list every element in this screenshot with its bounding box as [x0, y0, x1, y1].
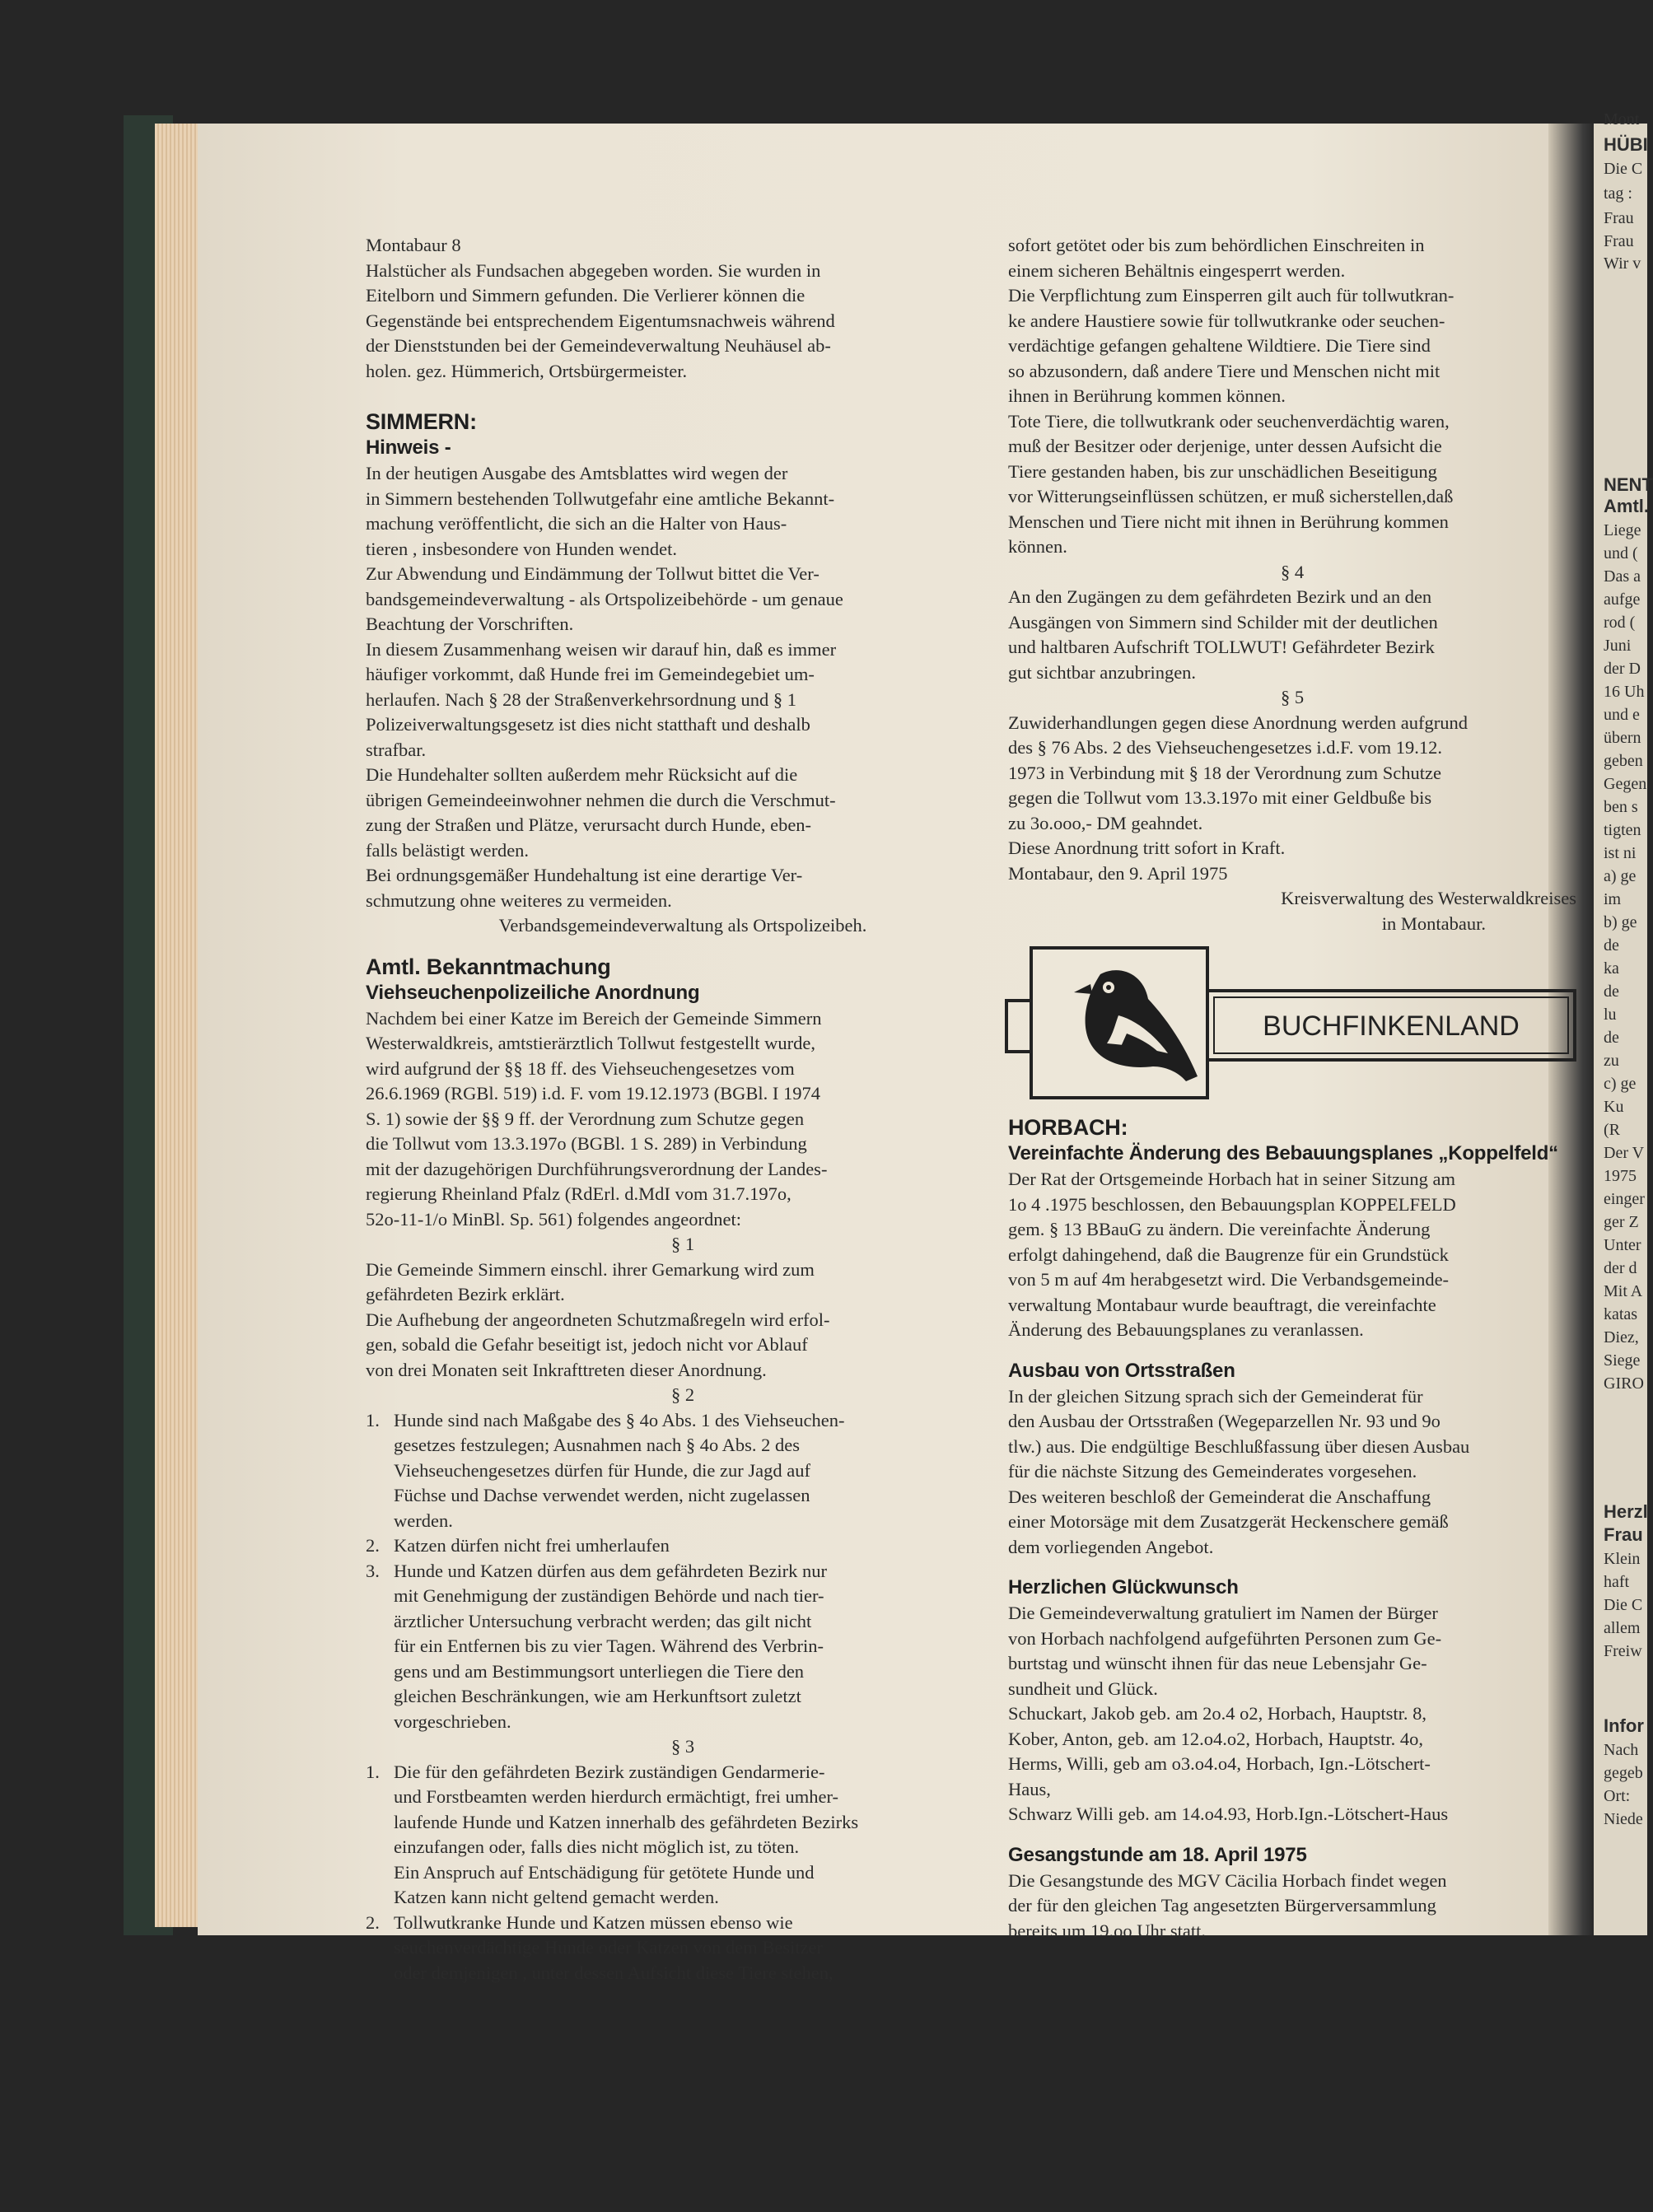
text-line: Katzen dürfen nicht frei umherlaufen — [394, 1535, 670, 1556]
anordnung-line: 26.6.1969 (RGBl. 519) i.d. F. vom 19.12.1973 (BGBl. I 1974 — [366, 1083, 820, 1104]
bebauung-heading: Vereinfachte Änderung des Bebauungsplanes „Koppelfeld“ — [1008, 1142, 1558, 1164]
text-line: laufende Hunde und Katzen innerhalb des gefährdeten Bezirks — [394, 1811, 859, 1832]
gesangstunde-heading: Gesangstunde am 18. April 1975 — [1008, 1843, 1307, 1866]
next-page-text-fragment: de — [1604, 936, 1619, 954]
ausbau-line: tlw.) aus. Die endgültige Beschlußfassung über diesen Ausbau — [1008, 1435, 1470, 1457]
paragraph-4-line: gut sichtbar anzubringen. — [1008, 661, 1197, 683]
paragraph-2-item — [366, 1408, 1000, 1534]
hinweis-signature: Verbandsgemeindeverwaltung als Ortspolizeibeh. — [498, 915, 867, 936]
hinweis-line: falls belästigt werden. — [366, 839, 530, 861]
text-line: gens und am Bestimmungsort unterliegen die Tiere den — [394, 1660, 805, 1682]
next-page-text-fragment: im — [1604, 890, 1622, 908]
next-page-text-fragment: a) ge — [1604, 867, 1637, 885]
spacer — [1008, 1827, 1576, 1842]
logo-left-box — [1006, 1001, 1031, 1052]
continuation-line: muß der Besitzer oder derjenige, unter dessen Aufsicht die — [1008, 436, 1442, 456]
next-page-text-fragment: geben — [1604, 752, 1643, 770]
hinweis-line: In der heutigen Ausgabe des Amtsblattes wird wegen der — [366, 463, 788, 483]
bebauung-line: gem. § 13 BBauG zu ändern. Die vereinfachte Änderung — [1008, 1219, 1431, 1239]
text-line: Die für den gefährdeten Bezirk zuständigen Gendarmerie- — [394, 1761, 825, 1782]
next-page-text-fragment: Amtl. — [1604, 496, 1649, 516]
bebauung-line: erfolgt dahingehend, daß die Baugrenze für ein Grundstück — [1008, 1244, 1449, 1265]
next-page-text-fragment: 16 Uh — [1604, 683, 1645, 701]
next-page-text-fragment: ger Z — [1604, 1213, 1639, 1231]
continuation-line: Tiere gestanden haben, bis zur unschädlichen Beseitigung — [1008, 460, 1437, 482]
next-page-text-fragment: (R — [1604, 1121, 1620, 1139]
ausbau-line: In der gleichen Sitzung sprach sich der Gemeinderat für — [1008, 1385, 1423, 1407]
hinweis-line: Beachtung der Vorschriften. — [366, 614, 574, 634]
paragraph-5-line: Zuwiderhandlungen gegen diese Anordnung werden aufgrund — [1008, 712, 1468, 733]
montabaur-notice-line: Montabaur 8 — [366, 235, 461, 255]
next-page-text-fragment: Infor — [1604, 1715, 1644, 1736]
hinweis-line: in Simmern bestehenden Tollwutgefahr eine amtliche Bekannt- — [366, 488, 835, 509]
gesangstunde-line: Die Gesangstunde des MGV Cäcilia Horbach findet wegen — [1008, 1869, 1447, 1891]
spacer — [1008, 1560, 1576, 1575]
anordnung-line: die Tollwut vom 13.3.197o (BGBl. 1 S. 289) in Verbindung — [366, 1133, 807, 1154]
continuation-line: sofort getötet oder bis zum behördlichen Einschreiten in — [1008, 235, 1425, 255]
next-page-fragment — [1594, 110, 1653, 1935]
next-page-text-fragment: 1975 — [1604, 1167, 1637, 1185]
next-page-text-fragment: ka — [1604, 959, 1619, 978]
paragraph-5-line: 1973 in Verbindung mit § 18 der Verordnung zum Schutze — [1008, 762, 1441, 783]
next-page-text-fragment: Frau — [1604, 209, 1634, 227]
next-page-text-fragment: Der V — [1604, 1144, 1645, 1162]
glueckwunsch-line: burtstag und wünscht ihnen für das neue Lebensjahr Ge- — [1008, 1653, 1427, 1673]
anordnung-line: Nachdem bei einer Katze im Bereich der Gemeinde Simmern — [366, 1007, 822, 1029]
ausbau-line: einer Motorsäge mit dem Zusatzgerät Heckenschere gemäß — [1008, 1511, 1449, 1532]
text-line: Hunde sind nach Maßgabe des § 4o Abs. 1 des Viehseuchen- — [394, 1409, 845, 1430]
text-line: seuchenverdächtige Hunde oder Katzen von dem Besitzer — [394, 1937, 824, 1958]
text-line: vorgeschrieben. — [394, 1710, 511, 1732]
next-page-text-fragment: Die C — [1604, 160, 1643, 178]
glueckwunsch-line: Schuckart, Jakob geb. am 2o.4 o2, Horbach, Hauptstr. 8, — [1008, 1703, 1427, 1724]
continuation-line: Menschen und Tiere nicht mit ihnen in Berührung kommen — [1008, 511, 1449, 532]
anordnung-line: wird aufgrund der §§ 18 ff. des Viehseuchengesetzes vom — [366, 1057, 795, 1079]
next-page-text-fragment: HÜBI — [1604, 134, 1648, 155]
next-page-text-fragment: Ku — [1604, 1098, 1624, 1116]
paragraph-5-title: § 5 — [1280, 687, 1305, 707]
kreisverwaltung-signature: Kreisverwaltung des Westerwaldkreises — [1281, 888, 1576, 908]
next-page-text-fragment: Juni — [1604, 637, 1632, 655]
next-page-text-fragment: der d — [1604, 1259, 1637, 1277]
paragraph-3-title: § 3 — [670, 1736, 695, 1757]
next-page-text-fragment: tigten — [1604, 821, 1641, 839]
bebauung-line: 1o 4 .1975 beschlossen, den Bebauungsplan KOPPELFELD — [1008, 1193, 1456, 1215]
gesangstunde-line: bereits um 19.oo Uhr statt. — [1008, 1920, 1206, 1941]
text-line: Viehseuchengesetzes dürfen für Hunde, die zur Jagd auf — [394, 1459, 810, 1481]
text-line: mit Genehmigung der zuständigen Behörde und nach tier- — [394, 1585, 824, 1606]
item-number: 1. — [366, 1761, 380, 1782]
ausbau-line: dem vorliegenden Angebot. — [1008, 1536, 1214, 1557]
next-page-text-fragment: c) ge — [1604, 1075, 1637, 1093]
paragraph-4-line: und haltbaren Aufschrift TOLLWUT! Gefährdeter Bezirk — [1008, 637, 1435, 657]
montabaur-notice-line: holen. gez. Hümmerich, Ortsbürgermeister. — [366, 360, 688, 381]
text-line: einzufangen oder, falls dies nicht möglich ist, zu töten. — [394, 1836, 800, 1857]
glueckwunsch-line: von Horbach nachfolgend aufgeführten Personen zum Ge- — [1008, 1627, 1442, 1649]
continuation-line: so abzusondern, daß andere Tiere und Menschen nicht mit — [1008, 360, 1441, 381]
next-page-text-fragment: b) ge — [1604, 913, 1637, 931]
ausbau-heading: Ausbau von Ortsstraßen — [1008, 1359, 1235, 1382]
next-page-text-fragment: ist ni — [1604, 844, 1637, 862]
anordnung-heading: Viehseuchenpolizeiliche Anordnung — [366, 981, 700, 1004]
text-line: und Forstbeamten werden hierdurch ermächtigt, frei umher- — [394, 1786, 838, 1807]
item-text — [394, 1408, 1000, 1534]
next-page-text-fragment: Liege — [1604, 521, 1641, 539]
next-page-text-fragment: Siege — [1604, 1351, 1641, 1370]
glueckwunsch-line: Haus, — [1008, 1778, 1051, 1799]
paragraph-4-line: Ausgängen von Simmern sind Schilder mit der deutlichen — [1008, 611, 1438, 632]
glueckwunsch-heading: Herzlichen Glückwunsch — [1008, 1576, 1239, 1598]
paragraph-1-line: Die Aufhebung der angeordneten Schutzmaßregeln wird erfol- — [366, 1309, 830, 1330]
text-line: ärztlicher Untersuchung verbracht werden; das gilt nicht — [394, 1610, 812, 1631]
continuation-line: einem sicheren Behältnis eingesperrt werden. — [1008, 259, 1346, 281]
amtl-bekanntmachung-heading: Amtl. Bekanntmachung — [366, 954, 611, 979]
text-line: Hunde und Katzen dürfen aus dem gefährdeten Bezirk nur — [394, 1560, 828, 1581]
bebauung-line: verwaltung Montabaur wurde beauftragt, die vereinfachte — [1008, 1294, 1436, 1315]
next-page-text-fragment: Freiw — [1604, 1642, 1642, 1660]
next-page-text-fragment: Frau — [1604, 232, 1634, 250]
glueckwunsch-line: Schwarz Willi geb. am 14.o4.93, Horb.Ign.-Lötschert-Haus — [1008, 1804, 1449, 1824]
next-page-text-fragment: tag : — [1604, 184, 1632, 203]
paragraph-5-line: des § 76 Abs. 2 des Viehseuchengesetzes i.d.F. vom 19.12. — [1008, 737, 1442, 758]
montabaur-notice-line: Gegenstände bei entsprechendem Eigentumsnachweis während — [366, 310, 835, 331]
next-page-text-fragment: Frau — [1604, 1524, 1643, 1545]
next-page-text-fragment: ben s — [1604, 798, 1638, 816]
anordnung-line: S. 1) sowie der §§ 9 ff. der Verordnung zum Schutze gegen — [366, 1108, 805, 1129]
paragraph-2-item — [366, 1533, 1000, 1559]
anordnung-line: mit der dazugehörigen Durchführungsverordnung der Landes- — [366, 1158, 828, 1179]
text-line: Tollwutkranke Hunde und Katzen müssen ebenso wie — [394, 1911, 793, 1933]
next-page-text-fragment: der D — [1604, 660, 1641, 678]
next-page-text-fragment: Nach — [1604, 1741, 1639, 1759]
next-page-text-fragment: übern — [1604, 729, 1641, 747]
paragraph-2-item — [366, 1559, 1000, 1735]
next-page-text-fragment: Diez, — [1604, 1328, 1639, 1346]
continuation-line: vor Witterungseinflüssen schützen, er muß sicherstellen,daß — [1008, 486, 1454, 506]
text-line: Katzen kann nicht geltend gemacht werden. — [394, 1887, 719, 1907]
paragraph-5-line: gegen die Tollwut vom 13.3.197o mit einer Geldbuße bis — [1008, 787, 1432, 808]
bebauung-line: Der Rat der Ortsgemeinde Horbach hat in seiner Sitzung am — [1008, 1169, 1455, 1189]
item-number: 3. — [366, 1560, 380, 1581]
anordnung-line: regierung Rheinland Pfalz (RdErl. d.MdI vom 31.7.197o, — [366, 1183, 791, 1204]
next-page-text-fragment: aufge — [1604, 590, 1641, 609]
next-page-text-fragment: zu — [1604, 1052, 1619, 1070]
glueckwunsch-line: Kober, Anton, geb. am 12.o4.o2, Horbach, Hauptstr. 4o, — [1008, 1728, 1424, 1749]
text-line: Füchse und Dachse verwendet werden, nicht zugelassen — [394, 1485, 810, 1505]
paragraph-5-line: zu 3o.ooo,- DM geahndet. — [1008, 812, 1203, 833]
bebauung-line: Änderung des Bebauungsplanes zu veranlassen. — [1008, 1319, 1364, 1340]
paragraph-3-item — [366, 1760, 1000, 1911]
next-page-text-fragment: Klein — [1604, 1550, 1641, 1568]
next-page-text-fragment: Herzl — [1604, 1501, 1648, 1522]
next-page-text-fragment: allem — [1604, 1619, 1641, 1637]
paragraph-2-title: § 2 — [670, 1384, 695, 1405]
bebauung-line: von 5 m auf 4m herabgesetzt wird. Die Verbandsgemeinde- — [1008, 1269, 1450, 1290]
hinweis-line: zung der Straßen und Plätze, verursacht durch Hunde, eben- — [366, 814, 812, 835]
glueckwunsch-line: sundheit und Glück. — [1008, 1678, 1158, 1699]
next-page-text-fragment: NENT — [1604, 474, 1653, 495]
finch-logo-graphic — [1003, 941, 1580, 1106]
hinweis-line: übrigen Gemeindeeinwohner nehmen die durch die Verschmut- — [366, 789, 836, 810]
paragraph-4-title: § 4 — [1280, 561, 1305, 582]
paragraph-5-line: Diese Anordnung tritt sofort in Kraft. — [1008, 838, 1286, 858]
paragraph-3-item — [366, 1911, 1000, 1986]
next-page-text-fragment: Mont — [1604, 110, 1640, 128]
hinweis-line: herlaufen. Nach § 28 der Straßenverkehrsordnung und § 1 — [366, 688, 796, 710]
logo-text: BUCHFINKENLAND — [1263, 1010, 1520, 1042]
paragraph-4-line: An den Zugängen zu dem gefährdeten Bezirk und an den — [1008, 586, 1432, 607]
next-page-text-fragment: Niede — [1604, 1810, 1643, 1828]
ausbau-line: für die nächste Sitzung des Gemeinderates vorgesehen. — [1008, 1461, 1417, 1482]
paragraph-1-line: von drei Monaten seit Inkrafttreten dieser Anordnung. — [366, 1359, 767, 1380]
continuation-line: Die Verpflichtung zum Einsperren gilt auch für tollwutkran- — [1008, 285, 1455, 306]
gesangstunde-line: der für den gleichen Tag angesetzten Bürgerversammlung — [1008, 1895, 1436, 1916]
text-line: gleichen Beschränkungen, wie am Herkunftsort zuletzt — [394, 1686, 801, 1706]
next-page-text-fragment: GIRO — [1604, 1374, 1644, 1393]
next-page-text-fragment: Gegen — [1604, 775, 1647, 793]
montabaur-notice-line: der Dienststunden bei der Gemeindeverwaltung Neuhäusel ab- — [366, 335, 831, 356]
hinweis-line: schmutzung ohne weiteres zu vermeiden. — [366, 889, 672, 911]
next-page-text-fragment: lu — [1604, 1006, 1617, 1024]
next-page-text-fragment: gegeb — [1604, 1764, 1643, 1782]
continuation-line: Tote Tiere, die tollwutkrank oder seuchenverdächtig waren, — [1008, 410, 1450, 432]
next-page-text-fragment: Das a — [1604, 567, 1641, 586]
ausbau-line: den Ausbau der Ortsstraßen (Wegeparzellen Nr. 93 und 9o — [1008, 1411, 1441, 1431]
next-page-text-fragment: de — [1604, 1029, 1619, 1047]
item-text — [394, 1760, 1000, 1911]
text-line: Ein Anspruch auf Entschädigung für getötete Hunde und — [394, 1861, 815, 1883]
ausbau-line: Des weiteren beschloß der Gemeinderat die Anschaffung — [1008, 1486, 1431, 1507]
glueckwunsch-line: Die Gemeindeverwaltung gratuliert im Namen der Bürger — [1008, 1603, 1438, 1623]
montabaur-notice-line: Eitelborn und Simmern gefunden. Die Verlierer können die — [366, 285, 805, 306]
buchfinkenland-logo — [1008, 941, 1576, 1106]
item-number: 1. — [366, 1409, 380, 1430]
hinweis-line: Polizeiverwaltungsgesetz ist dies nicht statthaft und deshalb — [366, 714, 810, 735]
hinweis-line: häufiger vorkommt, daß Hunde frei im Gemeindegebiet um- — [366, 664, 815, 684]
text-line: oder demjenigen , unter dessen Aufsicht diese Tiere stehen, — [394, 1962, 834, 1983]
next-page-text-fragment: Ort: — [1604, 1787, 1631, 1805]
item-text — [394, 1559, 1000, 1735]
hinweis-line: machung veröffentlicht, die sich an die Halter von Haus- — [366, 513, 787, 534]
montabaur-notice-line: Halstücher als Fundsachen abgegeben worden. Sie wurden in — [366, 259, 821, 281]
next-page-text-fragment: und ( — [1604, 544, 1638, 562]
next-page-text-fragment: Mit A — [1604, 1282, 1643, 1300]
hinweis-heading: Hinweis - — [366, 436, 451, 459]
text-line: gesetzes festzulegen; Ausnahmen nach § 4o Abs. 2 des — [394, 1435, 801, 1455]
item-number: 2. — [366, 1911, 380, 1933]
next-page-text-fragment: rod ( — [1604, 614, 1636, 632]
simmern-heading: SIMMERN: — [366, 409, 477, 434]
kreisverwaltung-signature: in Montabaur. — [1381, 912, 1486, 934]
hinweis-line: Bei ordnungsgemäßer Hundehaltung ist eine derartige Ver- — [366, 865, 803, 885]
horbach-heading: HORBACH: — [1008, 1115, 1128, 1140]
hinweis-line: bandsgemeindeverwaltung - als Ortspolizeibehörde - um genaue — [366, 588, 843, 609]
item-number: 2. — [366, 1535, 380, 1556]
item-text — [394, 1533, 1000, 1559]
spacer — [366, 939, 1000, 954]
next-page-text-fragment: de — [1604, 982, 1619, 1001]
hinweis-line: tieren , insbesondere von Hunden wendet. — [366, 538, 678, 559]
next-page-text-fragment: Unter — [1604, 1236, 1641, 1254]
left-column — [366, 233, 1000, 1986]
next-page-text-fragment: Wir v — [1604, 254, 1641, 273]
text-line: werden. — [394, 1510, 453, 1531]
paragraph-1-line: Die Gemeinde Simmern einschl. ihrer Gemarkung wird zum — [366, 1258, 815, 1280]
paragraph-1-title: § 1 — [670, 1234, 695, 1254]
hinweis-line: strafbar. — [366, 739, 427, 760]
paragraph-1-line: gen, sobald die Gefahr beseitigt ist, jedoch nicht vor Ablauf — [366, 1334, 808, 1355]
next-page-text-fragment: haft — [1604, 1573, 1630, 1591]
next-page-text-fragment: einger — [1604, 1190, 1645, 1208]
anordnung-line: Westerwaldkreis, amtstierärztlich Tollwut festgestellt wurde, — [366, 1033, 816, 1053]
right-column — [1008, 233, 1576, 1944]
hinweis-line: Zur Abwendung und Eindämmung der Tollwut bittet die Ver- — [366, 563, 819, 584]
spacer — [1008, 1343, 1576, 1358]
spacer — [366, 384, 1000, 408]
hinweis-line: In diesem Zusammenhang weisen wir darauf hin, daß es immer — [366, 638, 837, 660]
next-page-text-fragment: katas — [1604, 1305, 1638, 1323]
continuation-line: ke andere Haustiere sowie für tollwutkranke oder seuchen- — [1008, 310, 1445, 331]
continuation-line: ihnen in Berührung kommen können. — [1008, 385, 1286, 406]
anordnung-line: 52o-11-1/o MinBl. Sp. 561) folgendes angeordnet: — [366, 1208, 741, 1230]
paragraph-1-line: gefährdeten Bezirk erklärt. — [366, 1284, 565, 1304]
item-text — [394, 1911, 1000, 1986]
text-line: für ein Entfernen bis zu vier Tagen. Während des Verbrin- — [394, 1636, 824, 1656]
glueckwunsch-line: Herms, Willi, geb am o3.o4.o4, Horbach, Ign.-Lötschert- — [1008, 1753, 1431, 1774]
next-page-text-fragment: und e — [1604, 706, 1640, 724]
next-page-text-fragment: Die C — [1604, 1596, 1643, 1614]
continuation-line: können. — [1008, 536, 1067, 557]
continuation-line: verdächtige gefangen gehaltene Wildtiere. Die Tiere sind — [1008, 335, 1431, 356]
hinweis-line: Die Hundehalter sollten außerdem mehr Rücksicht auf die — [366, 764, 798, 785]
paragraph-5-line: Montabaur, den 9. April 1975 — [1008, 862, 1228, 884]
